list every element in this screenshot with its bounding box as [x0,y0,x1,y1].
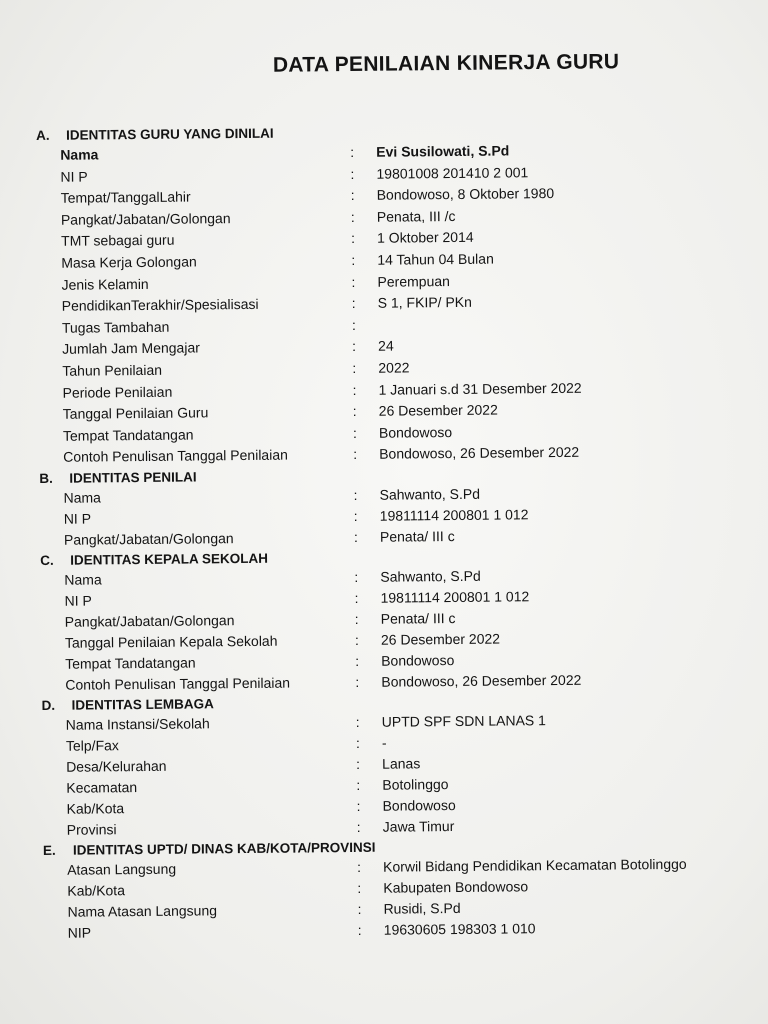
section-title: IDENTITAS UPTD/ DINAS KAB/KOTA/PROVINSI [72,839,376,858]
field-value: Jawa Timur [382,817,455,835]
field-separator: : [352,403,357,420]
field-label: Tugas Tambahan [61,318,170,336]
field-separator: : [350,143,355,160]
field-label: Tempat Tandatangan [62,426,194,444]
field-value: Penata, III /c [376,207,456,225]
field-label: Provinsi [66,821,117,838]
field-value: Perempuan [377,272,450,290]
field-separator: : [354,631,359,648]
field-separator: : [355,734,360,751]
field-separator: : [353,528,358,545]
field-value: 1 Oktober 2014 [377,229,474,247]
field-value: Bondowoso, 26 Desember 2022 [379,444,580,463]
field-label: Desa/Kelurahan [66,757,167,775]
field-label: Kab/Kota [66,800,125,817]
field-label: Periode Penilaian [62,383,173,401]
section-b [39,462,740,551]
field-separator: : [354,589,359,606]
field-label: PendidikanTerakhir/Spesialisasi [61,296,259,314]
field-label: Pangkat/Jabatan/Golongan [60,209,231,228]
field-separator: : [356,776,361,793]
field-value: Kabupaten Bondowoso [383,878,529,896]
field-separator: : [352,424,357,441]
field-separator: : [352,381,357,398]
section-letter: B. [39,470,53,486]
document-title [62,48,768,80]
field-separator: : [353,507,358,524]
field-label: Tanggal Penilaian Kepala Sekolah [64,632,278,651]
section-e [43,834,744,944]
field-value: 1 Januari s.d 31 Desember 2022 [378,379,582,398]
document-body [36,119,744,944]
field-label: Tahun Penilaian [62,361,163,379]
field-value: Bondowoso [378,423,453,441]
section-a [36,119,739,469]
field-separator: : [350,187,355,204]
field-label: Nama [60,146,99,163]
field-separator: : [357,900,362,917]
field-value: 19811114 200801 1 012 [379,506,529,524]
field-value: 24 [378,337,394,355]
field-separator: : [357,879,362,896]
field-label: Kecamatan [66,778,138,796]
section-d [41,689,742,841]
field-value: 26 Desember 2022 [378,401,498,419]
field-label: NI P [63,510,92,527]
field-separator: : [350,165,355,182]
field-label: Nama Instansi/Sekolah [65,715,210,733]
field-value: 26 Desember 2022 [380,630,501,648]
field-label: Masa Kerja Golongan [61,253,197,271]
field-separator: : [352,338,357,355]
field-label: NI P [60,168,88,185]
field-separator: : [357,858,362,875]
field-value: Lanas [382,755,421,772]
section-title: IDENTITAS GURU YANG DINILAI [66,125,274,143]
field-label: Jumlah Jam Mengajar [62,339,200,358]
field-label: Nama Atasan Langsung [67,902,218,920]
field-label: Tempat Tandatangan [65,654,196,672]
section-c [40,544,741,696]
field-label: NI P [64,592,92,609]
field-value: 19801008 201410 2 001 [376,163,529,182]
field-value: 2022 [378,359,410,376]
field-value: - [381,734,387,751]
field-separator: : [353,446,358,463]
field-separator: : [351,273,356,290]
field-value: Evi Susilowati, S.Pd [376,142,510,160]
field-value: Bondowoso [382,796,456,814]
field-label: Jenis Kelamin [61,275,149,293]
field-label: Atasan Langsung [67,860,177,878]
field-value: Sahwanto, S.Pd [380,567,481,585]
field-label: Tempat/TanggalLahir [60,188,191,206]
field-label: Contoh Penulisan Tanggal Penilaian [65,674,291,693]
field-label: Nama [63,489,102,506]
field-label: Telp/Fax [65,737,119,754]
field-label: Contoh Penulisan Tanggal Penilaian [63,446,288,466]
field-separator: : [352,359,357,376]
field-value: 19630605 198303 1 010 [383,920,536,938]
field-separator: : [354,568,359,585]
field-value: Penata/ III c [380,609,456,627]
field-separator: : [356,755,361,772]
section-letter: E. [42,842,56,858]
field-separator: : [353,486,358,503]
document-title-text: DATA PENILAIAN KINERJA GURU [272,50,620,77]
field-value: Botolinggo [382,775,449,793]
field-value: 19811114 200801 1 012 [380,588,530,606]
section-title: IDENTITAS KEPALA SEKOLAH [70,550,268,568]
section-letter: C. [40,552,54,568]
field-value: Rusidi, S.Pd [383,899,461,917]
field-separator: : [350,208,355,225]
field-separator: : [355,652,360,669]
field-label: Tanggal Penilaian Guru [62,404,209,422]
field-label: TMT sebagai guru [61,232,175,250]
field-label: Nama [64,571,102,588]
field-label: NIP [67,924,92,941]
field-separator: : [351,230,356,247]
section-title: IDENTITAS LEMBAGA [71,696,214,713]
section-title: IDENTITAS PENILAI [69,469,197,486]
field-separator: : [355,713,360,730]
field-value: Korwil Bidang Pendidikan Kecamatan Botolinggo [383,855,687,875]
field-value: Bondowoso [381,651,455,669]
field-label: Pangkat/Jabatan/Golongan [63,530,234,548]
field-separator: : [356,818,361,835]
field-separator: : [355,673,360,690]
field-value: Bondowoso, 26 Desember 2022 [381,671,582,690]
section-letter: D. [41,697,56,713]
field-label: Pangkat/Jabatan/Golongan [64,612,235,630]
section-letter: A. [36,127,50,143]
field-value: Bondowoso, 8 Oktober 1980 [376,185,555,203]
field-value: 14 Tahun 04 Bulan [377,250,494,268]
field-separator: : [354,610,359,627]
field-separator: : [351,316,356,333]
field-separator: : [356,797,361,814]
field-value: UPTD SPF SDN LANAS 1 [381,712,546,730]
field-value: Sahwanto, S.Pd [379,485,481,503]
field-value: Penata/ III c [379,527,455,545]
field-separator: : [351,251,356,268]
field-value: S 1, FKIP/ PKn [377,293,472,311]
field-label: Kab/Kota [67,882,126,899]
field-separator: : [351,295,356,312]
field-separator: : [357,921,362,938]
